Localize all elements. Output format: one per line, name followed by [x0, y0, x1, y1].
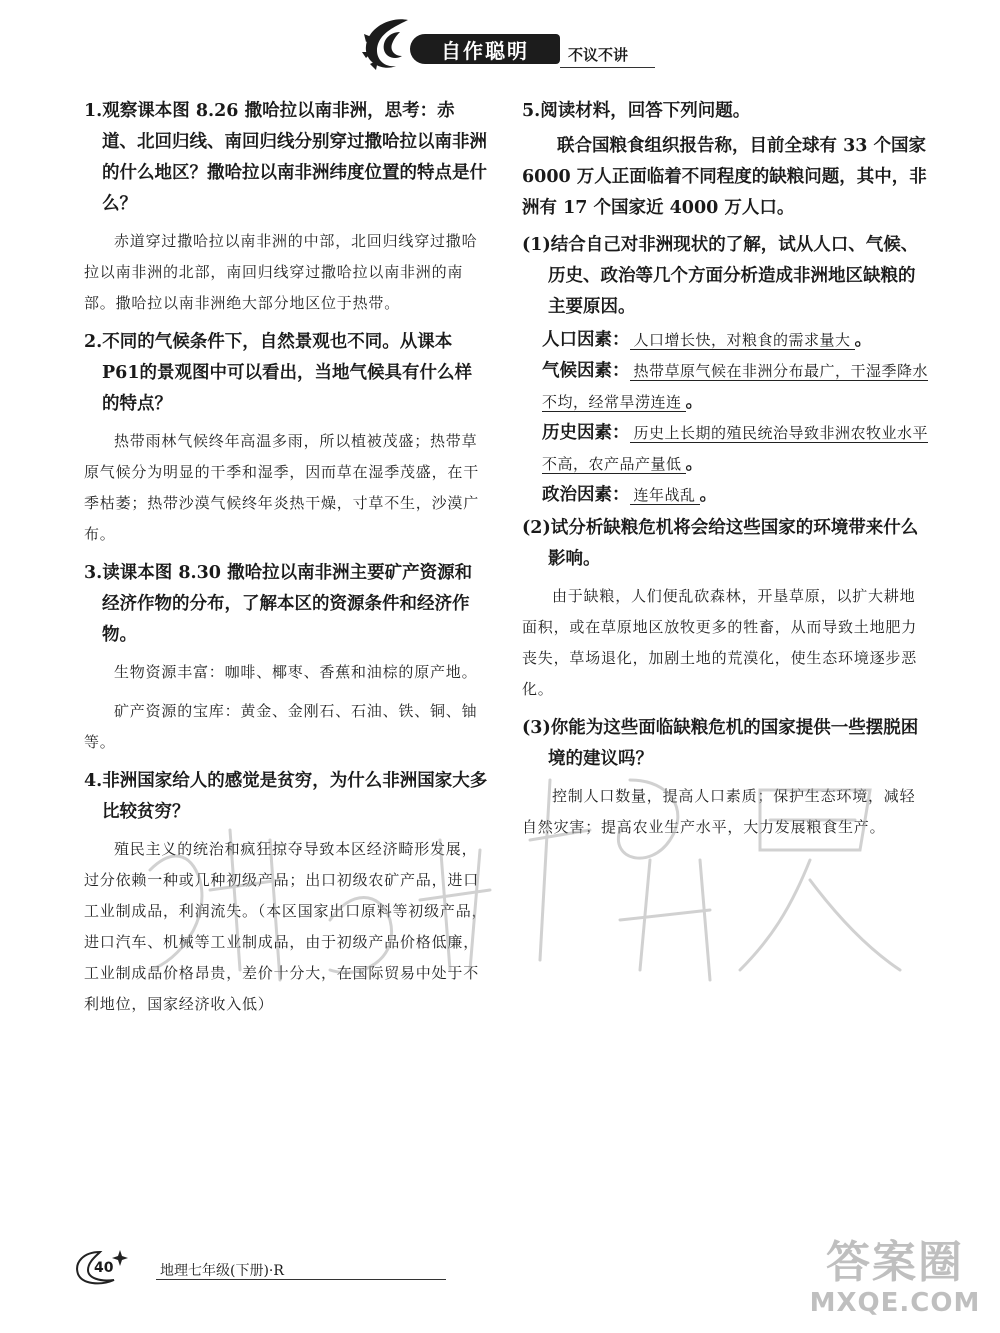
factor-population-answer: 人口增长快，对粮食的需求量大	[630, 331, 855, 350]
factor-history-answer: 历史上长期的殖民统治导致非洲农牧业水平不高，农产品产量低	[542, 424, 929, 473]
answer-3-mineral: 矿产资源的宝库：黄金、金刚石、石油、铁、铜、铀等。	[84, 702, 478, 751]
footer-rule	[156, 1279, 446, 1280]
factor-history-end: 。	[685, 454, 704, 474]
question-1: 1.观察课本图 8.26 撒哈拉以南非洲，思考：赤道、北回归线、南回归线分别穿过撒哈拉以南非洲的什么地区？撒哈拉以南非洲纬度位置的特点是什么？	[84, 101, 487, 214]
question-2: 2.不同的气候条件下，自然景观也不同。从课本P61的景观图中可以看出，当地气候具有什么样的特点？	[84, 332, 473, 414]
question-3: 3.读课本图 8.30 撒哈拉以南非洲主要矿产资源和经济作物的分布，了解本区的资源条件和经济作物。	[84, 563, 473, 645]
factor-politics-end: 。	[699, 485, 718, 505]
header-tag: 不议不讲	[568, 46, 629, 64]
page-footer	[70, 1246, 370, 1286]
question-4: 4.非洲国家给人的感觉是贫穷，为什么非洲国家大多比较贫穷？	[84, 771, 488, 822]
site-watermark	[800, 1238, 990, 1328]
answer-1: 赤道穿过撒哈拉以南非洲的中部，北回归线穿过撒哈拉以南非洲的北部，南回归线穿过撒哈拉以南非洲的南部。撒哈拉以南非洲绝大部分地区位于热带。	[84, 232, 478, 312]
sub-question-2: (2)试分析缺粮危机将会给这些国家的环境带来什么影响。	[522, 518, 919, 569]
header-banner: 自作聪明	[410, 34, 560, 64]
factor-population-end: 。	[854, 330, 873, 350]
sub-answer-2: 由于缺粮，人们便乱砍森林，开垦草原，以扩大耕地面积，或在草原地区放牧更多的牲畜，从而导致土地肥力丧失，草场退化，加剧土地的荒漠化，使生态环境逐步恶化。	[522, 587, 918, 698]
answer-2: 热带雨林气候终年高温多雨，所以植被茂盛；热带草原气候分为明显的干季和湿季，因而草在湿季茂盛，在干季枯萎；热带沙漠气候终年炎热干燥，寸草不生，沙漠广布。	[84, 432, 480, 543]
factor-population	[522, 325, 928, 356]
page-header	[360, 12, 660, 74]
sub-question-1: (1)结合自己对非洲现状的了解，试从人口、气候、历史、政治等几个方面分析造成非洲地区缺粮的主要原因。	[522, 235, 919, 317]
factor-climate-answer: 热带草原气候在非洲分布最广，干湿季降水不均，经常旱涝连连	[542, 362, 929, 411]
page-number: 40	[94, 1260, 114, 1276]
factor-politics-label: 政治因素：	[542, 485, 630, 505]
question-5: 5.阅读材料，回答下列问题。	[522, 101, 751, 121]
sub-answer-3: 控制人口数量，提高人口素质；保护生态环境，减轻自然灾害；提高农业生产水平，大力发展粮食生产。	[522, 787, 916, 836]
right-column	[522, 96, 928, 851]
factor-climate	[522, 356, 928, 418]
left-column	[84, 96, 488, 1028]
answer-4: 殖民主义的统治和疯狂掠夺导致本区经济畸形发展，过分依赖一种或几种初级产品；出口初级农矿产品，进口工业制成品，利润流失。（本区国家出口原料等初级产品，进口汽车、机械等工业制成品，由于初级产品价格低廉，工业制成品价格昂贵，差价十分大，在国际贸易中处于不利地位，国家经济收入低）	[84, 840, 488, 1013]
answer-3-biological: 生物资源丰富：咖啡、椰枣、香蕉和油棕的原产地。	[114, 663, 478, 681]
factor-climate-end: 。	[685, 392, 704, 412]
factor-history-label: 历史因素：	[542, 423, 630, 443]
book-title: 地理七年级(下册)·R	[160, 1263, 284, 1279]
site-watermark-url: MXQE.COM	[809, 1288, 981, 1318]
reading-material: 联合国粮食组织报告称，目前全球有 33 个国家 6000 万人正面临着不同程度的缺粮问题，其中，非洲有 17 个国家近 4000 万人口。	[522, 136, 927, 218]
factor-politics	[522, 480, 928, 511]
factor-history	[522, 418, 928, 480]
factor-politics-answer: 连年战乱	[630, 486, 700, 505]
header-rule	[560, 67, 655, 68]
factor-population-label: 人口因素：	[542, 330, 630, 350]
sub-question-3: (3)你能为这些面临缺粮危机的国家提供一些摆脱困境的建议吗？	[522, 718, 919, 769]
site-watermark-logo-text: 答案圈	[826, 1237, 964, 1288]
factor-climate-label: 气候因素：	[542, 361, 630, 381]
